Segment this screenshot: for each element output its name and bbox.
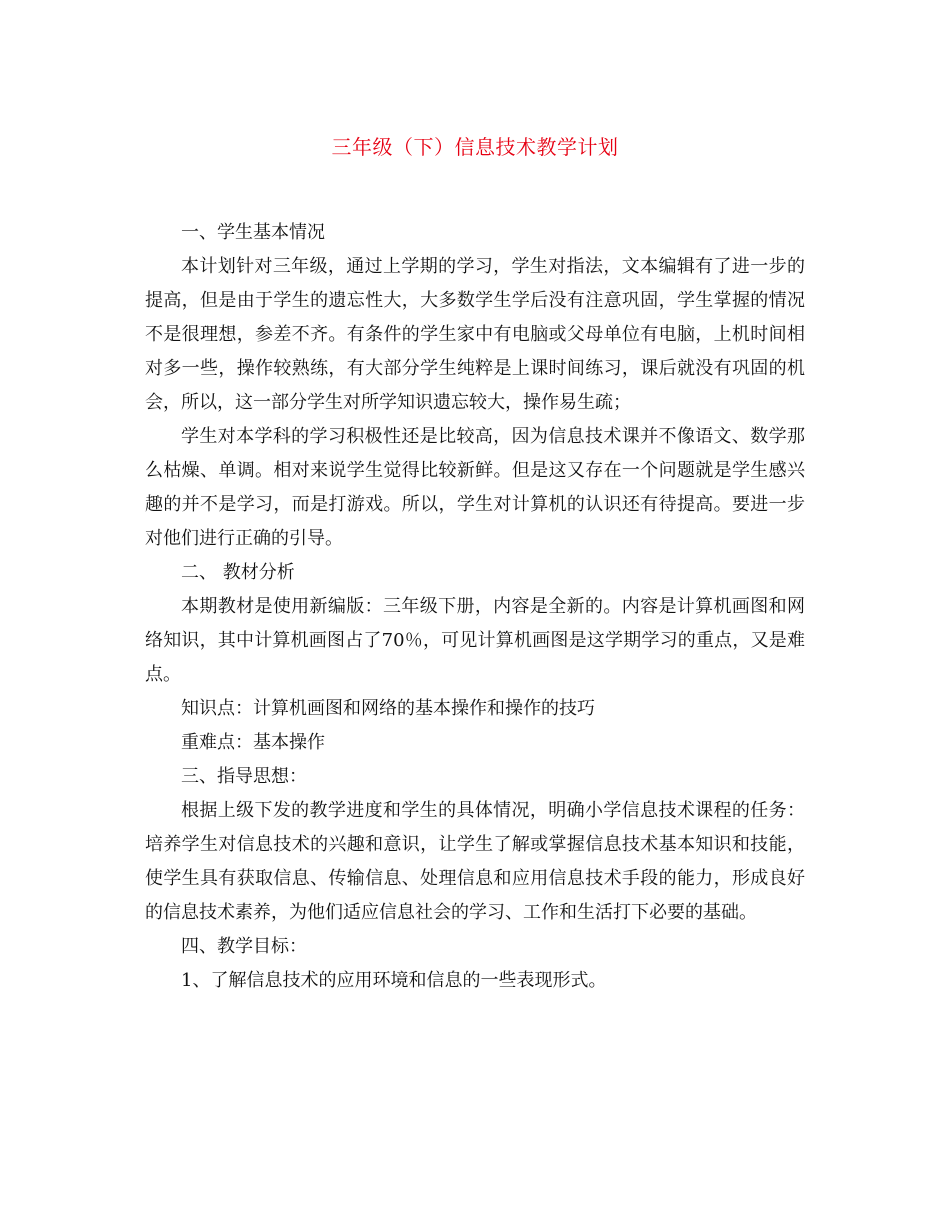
section-heading-guiding-ideology: 三、指导思想：	[181, 766, 307, 787]
paragraph-guiding-ideology: 根据上级下发的教学进度和学生的具体情况，明确小学信息技术课程的任务：培养学生对信息技术的兴趣和意识，让学生了解或掌握信息技术基本知识和技能，使学生具有获取信息、传输信息、处理信息和应用信息技术手段的能力，形成良好的信息技术素养，为他们适应信息社会的学习、工作和生活打下必要的基础。	[145, 800, 805, 923]
section-heading-textbook-analysis: 二、 教材分析	[181, 562, 295, 583]
section-heading-student-situation: 一、学生基本情况	[181, 222, 325, 243]
paragraph-teaching-goal-1: 1、了解信息技术的应用环境和信息的一些表现形式。	[181, 970, 607, 991]
paragraph-student-situation-1: 本计划针对三年级，通过上学期的学习，学生对指法，文本编辑有了进一步的提高，但是由于学生的遗忘性大，大多数学生学后没有注意巩固，学生掌握的情况不是很理想，参差不齐。有条件的学生家中有电脑或父母单位有电脑，上机时间相对多一些，操作较熟练，有大部分学生纯粹是上课时间练习，课后就没有巩固的机会，所以，这一部分学生对所学知识遗忘较大，操作易生疏；	[145, 256, 805, 413]
document-title: 三年级（下）信息技术教学计划	[331, 135, 619, 159]
paragraph-textbook-analysis: 本期教材是使用新编版：三年级下册，内容是全新的。内容是计算机画图和网络知识，其中计算机画图占了70％，可见计算机画图是这学期学习的重点，又是难点。	[145, 596, 805, 685]
paragraph-knowledge-points: 知识点：计算机画图和网络的基本操作和操作的技巧	[181, 698, 595, 719]
document-body	[145, 216, 805, 998]
paragraph-key-difficulties: 重难点：基本操作	[181, 732, 325, 753]
section-heading-teaching-goals: 四、教学目标：	[181, 936, 307, 957]
paragraph-student-situation-2: 学生对本学科的学习积极性还是比较高，因为信息技术课并不像语文、数学那么枯燥、单调。相对来说学生觉得比较新鲜。但是这又存在一个问题就是学生感兴趣的并不是学习，而是打游戏。所以，学生对计算机的认识还有待提高。要进一步对他们进行正确的引导。	[145, 426, 805, 549]
